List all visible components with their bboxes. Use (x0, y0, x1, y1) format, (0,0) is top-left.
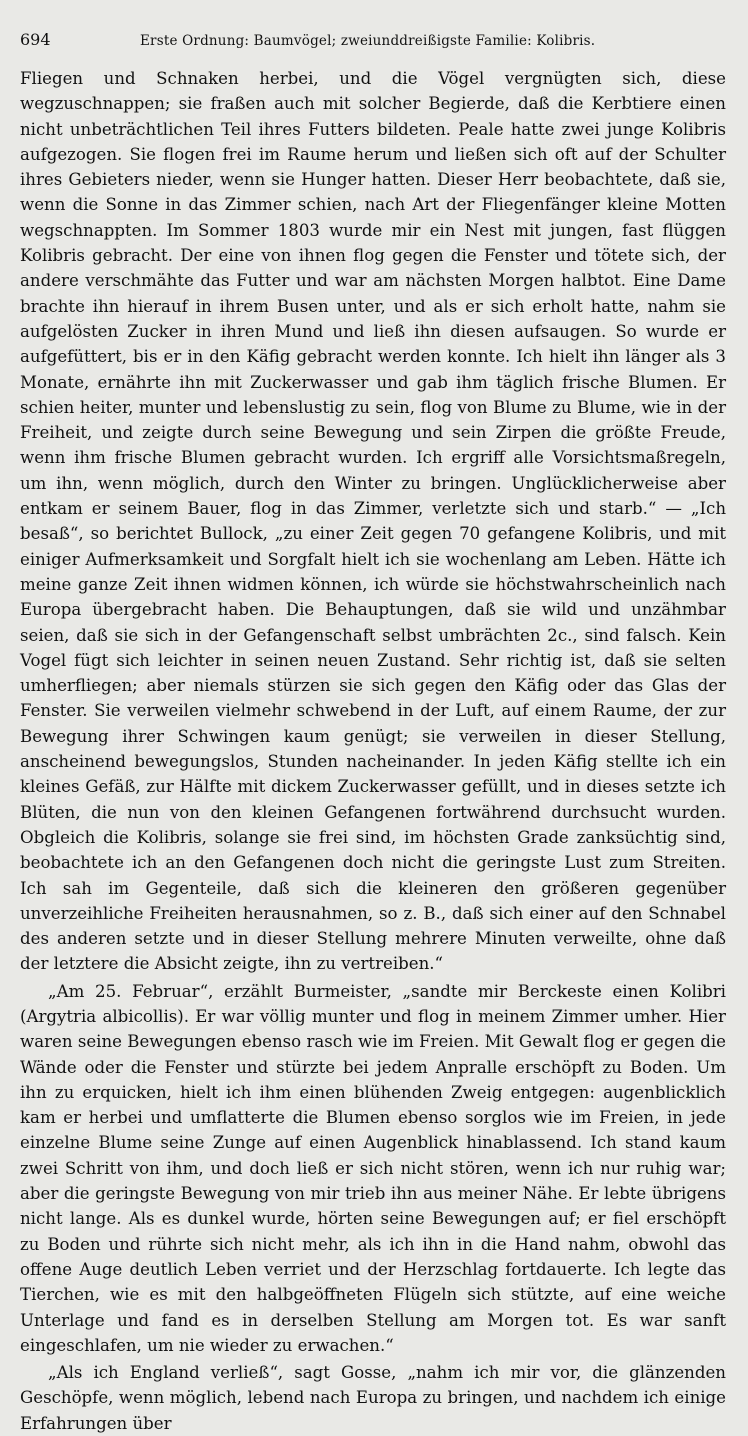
paragraph-3: „Als ich England verließ“, sagt Gosse, „nahm ich mir vor, die glänzenden Geschöpfe, wenn möglich, lebend nach Europa zu bringen, und nachdem ich einige Erfahrungen über (20, 1363, 726, 1433)
body-text (20, 66, 726, 1436)
page-number: 694 (20, 30, 51, 49)
paragraph-2: „Am 25. Februar“, erzählt Burmeister, „sandte mir Berckeste einen Kolibri (Argytria albicollis). Er war völlig munter und flog in meinem Zimmer umher. Hier waren seine Bewegungen ebenso rasch wie im Freien. Mit Gewalt flog er gegen die Wände oder die Fenster und stürzte bei jedem Anpralle erschöpft zu Boden. Um ihn zu erquicken, hielt ich ihm einen blühenden Zweig entgegen: augenblicklich kam er herbei und umflatterte die Blumen ebenso sorglos wie im Freien, in jede einzelne Blume seine Zunge auf einen Augenblick hinablassend. Ich stand kaum zwei Schritt von ihm, und doch ließ er sich nicht stören, wenn ich nur ruhig war; aber die geringste Bewegung von mir trieb ihn aus meiner Nähe. Er lebte übrigens nicht lange. Als es dunkel wurde, hörten seine Bewegungen auf; er fiel erschöpft zu Boden und rührte sich nicht mehr, als ich ihn in die Hand nahm, obwohl das offene Auge deutlich Leben verriet und der Herzschlag fortdauerte. Ich legte das Tierchen, wie es mit den halbgeöffneten Flügeln sich stützte, auf eine weiche Unterlage und fand es in derselben Stellung am Morgen tot. Es war sanft eingeschlafen, um nie wieder zu erwachen.“ (20, 981, 726, 1355)
running-head (20, 30, 726, 56)
running-title: Erste Ordnung: Baumvögel; zweiunddreißigste Familie: Kolibris. (140, 33, 596, 49)
paragraph-1: Fliegen und Schnaken herbei, und die Vögel vergnügten sich, diese wegzuschnappen; sie fraßen auch mit solcher Begierde, daß die Kerbtiere einen nicht unbeträchtlichen Teil ihres Futters bildeten. Peale hatte zwei junge Kolibris aufgezogen. Sie flogen frei im Raume herum und ließen sich oft auf der Schulter ihres Gebieters nieder, wenn sie Hunger hatten. Dieser Herr beobachtete, daß sie, wenn die Sonne in das Zimmer schien, nach Art der Fliegenfänger kleine Motten wegschnappten. Im Sommer 1803 wurde mir ein Nest mit jungen, fast flüggen Kolibris gebracht. Der eine von ihnen flog gegen die Fenster und tötete sich, der andere verschmähte das Futter und war am nächsten Morgen halbtot. Eine Dame brachte ihn hierauf in ihrem Busen unter, und als er sich erholt hatte, nahm sie aufgelösten Zucker in ihren Mund und ließ ihn diesen aufsaugen. So wurde er aufgefüttert, bis er in den Käfig gebracht werden konnte. Ich hielt ihn länger als 3 Monate, ernährte ihn mit Zuckerwasser und gab ihm täglich frische Blumen. Er schien heiter, munter und lebenslustig zu sein, flog von Blume zu Blume, wie in der Freiheit, und zeigte durch seine Bewegung und sein Zirpen die größte Freude, wenn ihm frische Blumen gebracht wurden. Ich ergriff alle Vorsichtsmaßregeln, um ihn, wenn möglich, durch den Winter zu bringen. Unglücklicherweise aber entkam er seinem Bauer, flog in das Zimmer, verletzte sich und starb.“ — „Ich besaß“, so berichtet Bullock, „zu einer Zeit gegen 70 gefangene Kolibris, und mit einiger Aufmerksamkeit und Sorgfalt hielt ich sie wochenlang am Leben. Hätte ich meine ganze Zeit ihnen widmen können, ich würde sie höchstwahrscheinlich nach Europa übergebracht haben. Die Behauptungen, daß sie wild und unzähmbar seien, daß sie sich in der Gefangenschaft selbst umbrächten 2c., sind falsch. Kein Vogel fügt sich leichter in seinen neuen Zustand. Sehr richtig ist, daß sie selten umherfliegen; aber niemals stürzen sie sich gegen den Käfig oder das Glas der Fenster. Sie verweilen vielmehr schwebend in der Luft, auf einem Raume, der zur Bewegung ihrer Schwingen kaum genügt; sie verweilen in dieser Stellung, anscheinend bewegungslos, Stunden nacheinander. In jeden Käfig stellte ich ein kleines Gefäß, zur Hälfte mit dickem Zuckerwasser gefüllt, und in dieses setzte ich Blüten, die nun von den kleinen Gefangenen fortwährend durchsucht wurden. Obgleich die Kolibris, solange sie frei sind, im höchsten Grade zanksüchtig sind, beobachtete ich an den Gefangenen doch nicht die geringste Lust zum Streiten. Ich sah im Gegenteile, daß sich die kleineren den größeren gegenüber unverzeihliche Freiheiten herausnahmen, so z. B., daß sich einer auf den Schnabel des anderen setzte und in dieser Stellung mehrere Minuten verweilte, ohne daß der letztere die Absicht zeigte, ihn zu vertreiben.“ (20, 69, 726, 974)
